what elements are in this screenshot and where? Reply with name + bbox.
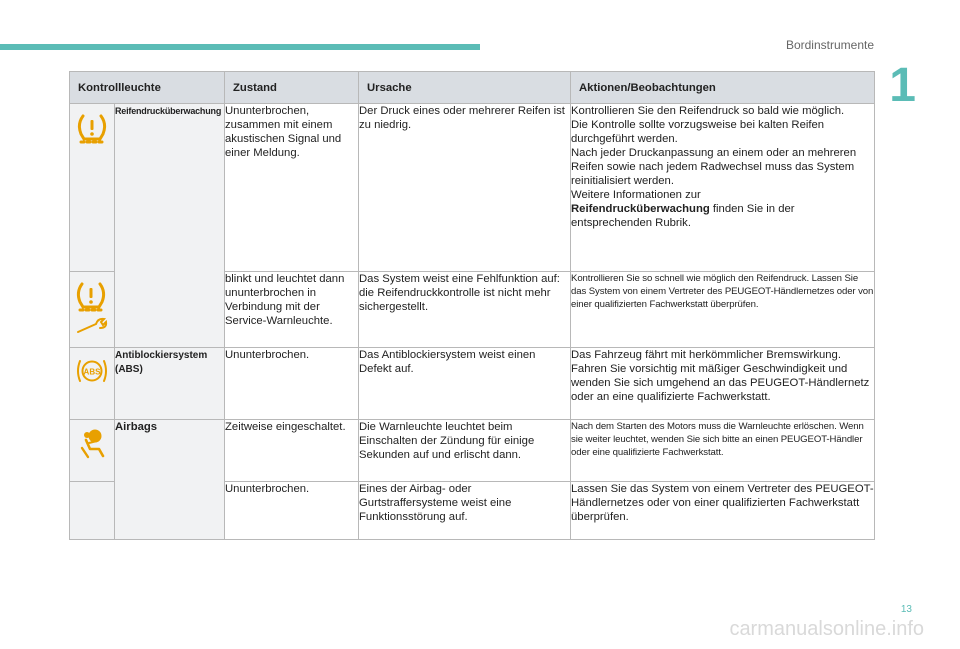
aktion-cell: Nach dem Starten des Motors muss die Warnleuchte erlöschen. Wenn sie weiter leuchtet, wenden Sie sich bitte an einen PEUGEOT-Händler oder eine qualifizierte Fachwerkstatt. — [571, 420, 875, 482]
icon-cell — [70, 348, 115, 420]
warning-light-label: Reifendrucküberwachung — [115, 106, 222, 116]
abs-warning-icon — [76, 356, 108, 386]
label-cell — [115, 348, 225, 420]
icon-cell — [70, 482, 115, 540]
icon-cell — [70, 272, 115, 348]
page-number: 13 — [900, 604, 912, 615]
aktion-text: Kontrollieren Sie den Reifendruck so bald wie möglich. — [571, 105, 845, 117]
zustand-cell: Ununterbrochen, zusammen mit einem akustischen Signal und einer Meldung. — [225, 104, 359, 272]
tire-pressure-service-icon — [72, 280, 112, 340]
table-row — [70, 348, 875, 420]
column-header: Zustand — [225, 72, 359, 104]
zustand-cell: Ununterbrochen. — [225, 482, 359, 540]
svg-text:ABS: ABS — [83, 367, 101, 377]
chapter-number: 1 — [889, 59, 916, 112]
ursache-cell: Der Druck eines oder mehrerer Reifen ist zu niedrig. — [359, 104, 571, 272]
warning-lights-table — [69, 71, 875, 540]
tire-pressure-warning-icon — [75, 112, 109, 146]
aktion-cell: Das Fahrzeug fährt mit herkömmlicher Bremswirkung. Fahren Sie vorsichtig mit mäßiger Geschwindigkeit und wenden Sie sich umgehend an das PEUGEOT-Händlernetz oder an eine qualifizierte Fachwerkstatt. — [571, 348, 875, 420]
column-header: Ursache — [359, 72, 571, 104]
section-title: Bordinstrumente — [785, 38, 874, 52]
zustand-cell: blinkt und leuchtet dann ununterbrochen in Verbindung mit der Service-Warnleuchte. — [225, 272, 359, 348]
aktion-text: Weitere Informationen zur — [571, 189, 701, 201]
airbag-warning-icon — [75, 428, 109, 462]
watermark: carmanualsonline.info — [729, 618, 924, 640]
zustand-cell: Zeitweise eingeschaltet. — [225, 420, 359, 482]
icon-cell — [70, 420, 115, 482]
table-row — [70, 104, 875, 272]
header-accent-bar — [0, 44, 480, 50]
aktion-cell: Kontrollieren Sie so schnell wie möglich den Reifendruck. Lassen Sie das System von einem Vertreter des PEUGEOT-Händlernetzes oder von einer qualifizierten Fachwerkstatt überprüfen. — [571, 272, 875, 348]
aktion-bold-text: Reifendrucküberwachung — [571, 203, 710, 215]
warning-light-label: Airbags — [115, 421, 158, 433]
aktion-cell — [571, 104, 875, 272]
ursache-cell: Die Warnleuchte leuchtet beim Einschalten der Zündung für einige Sekunden auf und erlischt dann. — [359, 420, 571, 482]
table-row — [70, 420, 875, 482]
icon-cell — [70, 104, 115, 272]
column-header: Aktionen/Beobachtungen — [571, 72, 875, 104]
column-header: Kontrollleuchte — [70, 72, 225, 104]
aktion-text: Nach jeder Druckanpassung an einem oder an mehreren Reifen sowie nach jedem Radwechsel muss das System reinitialisiert werden. — [571, 147, 857, 187]
ursache-cell: Eines der Airbag- oder Gurtstraffersysteme weist eine Funktionsstörung auf. — [359, 482, 571, 540]
ursache-cell: Das Antiblockiersystem weist einen Defekt auf. — [359, 348, 571, 420]
aktion-text: Die Kontrolle sollte vorzugsweise bei kalten Reifen durchgeführt werden. — [571, 119, 825, 145]
zustand-cell: Ununterbrochen. — [225, 348, 359, 420]
ursache-cell: Das System weist eine Fehlfunktion auf: die Reifendruckkontrolle ist nicht mehr sichergestellt. — [359, 272, 571, 348]
label-cell — [115, 420, 225, 540]
aktion-text: finden Sie in der entsprechenden Rubrik. — [571, 203, 795, 229]
label-cell — [115, 104, 225, 348]
table-header-row — [70, 72, 875, 104]
warning-light-label: Antiblockiersystem (ABS) — [115, 350, 208, 375]
aktion-cell: Lassen Sie das System von einem Vertreter des PEUGEOT-Händlernetzes oder von einer qualifizierten Fachwerkstatt überprüfen. — [571, 482, 875, 540]
